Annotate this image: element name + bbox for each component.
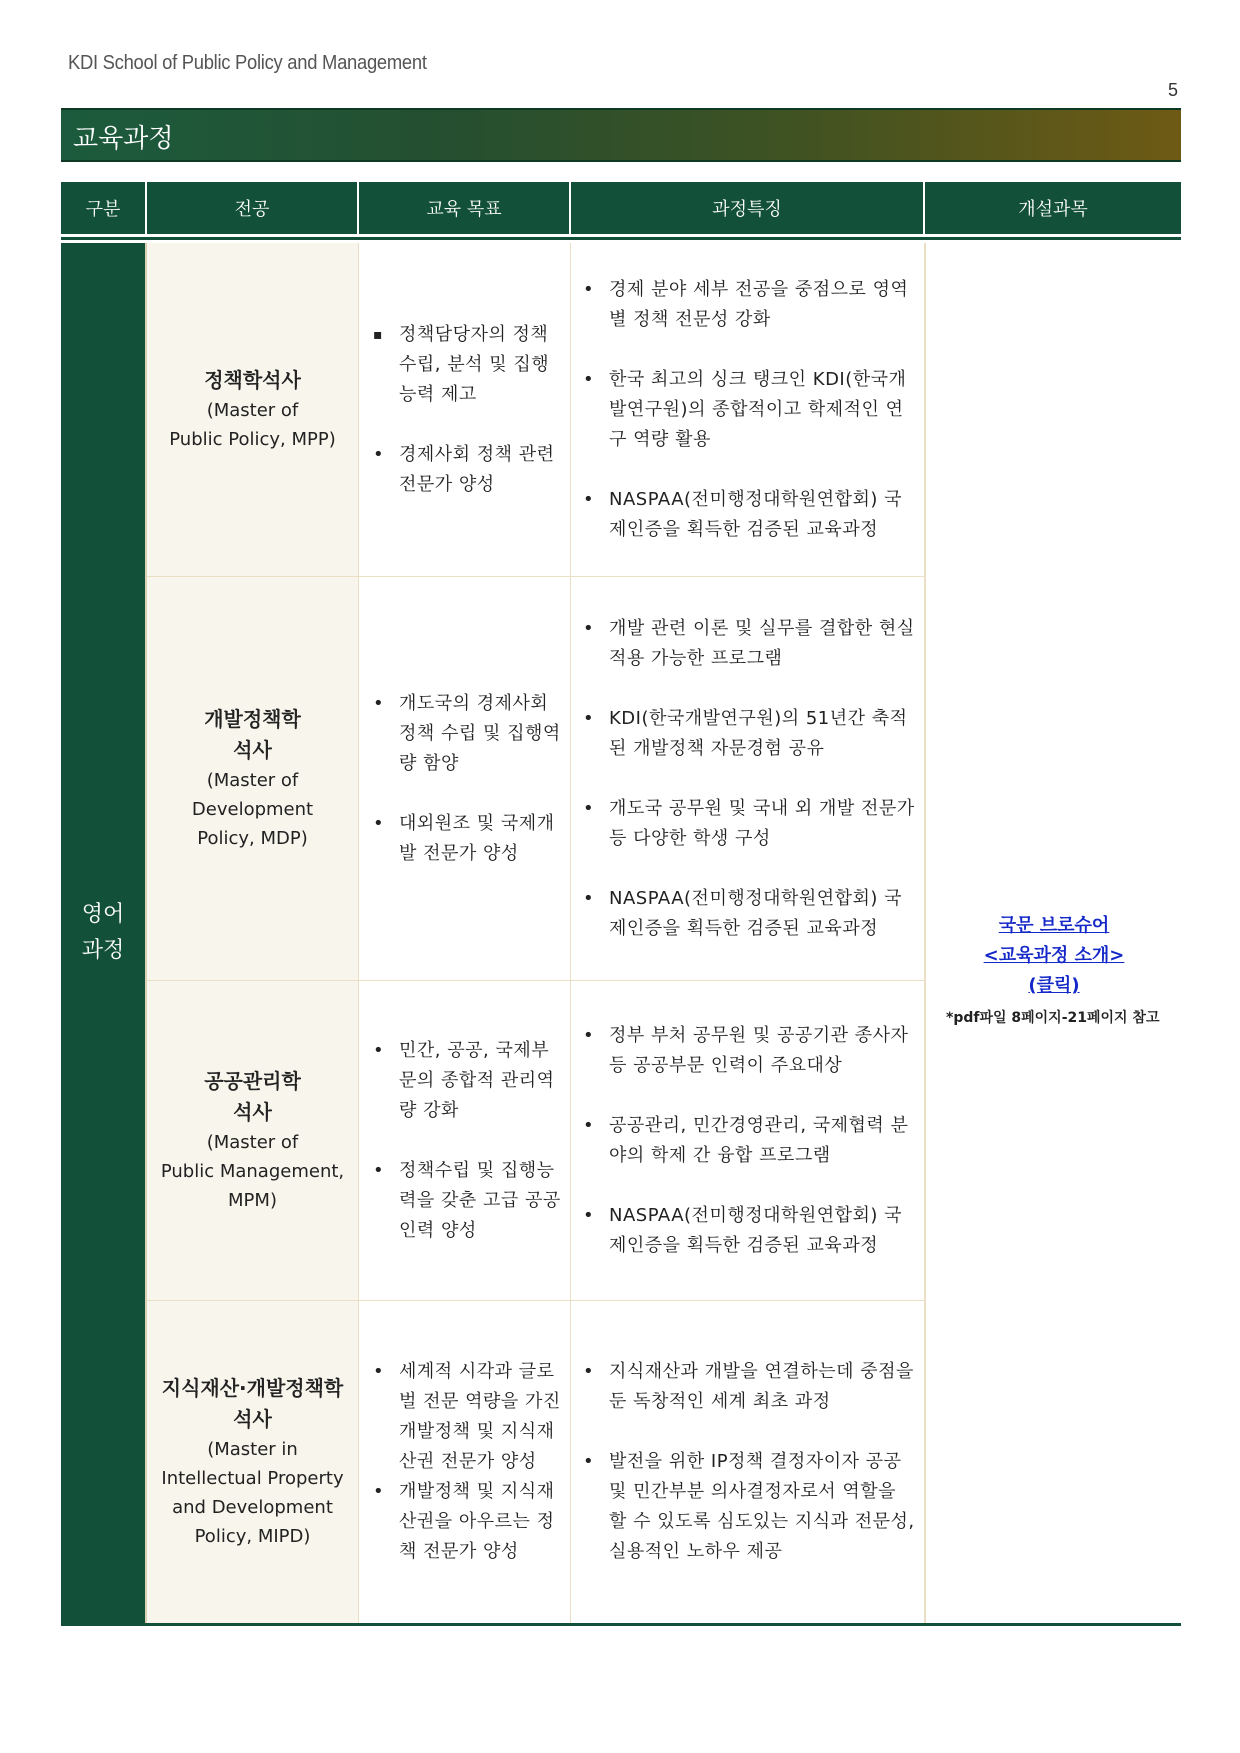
feature-item: • 경제 분야 세부 전공을 중점으로 영역별 정책 전문성 강화: [581, 275, 918, 335]
major-cell: [147, 981, 359, 1300]
major-name: 정책학석사: [204, 368, 301, 392]
organization-name: KDI School of Public Policy and Management: [68, 52, 427, 74]
courses-cell: [925, 243, 1181, 1623]
features-cell: [571, 1301, 925, 1623]
major-name: 개발정책학: [204, 707, 301, 731]
major-name: 지식재산·개발정책학: [161, 1376, 344, 1400]
major-english: (Master in: [207, 1439, 298, 1460]
feature-item: • NASPAA(전미행정대학원연합회) 국제인증을 획득한 검증된 교육과정: [581, 485, 918, 545]
major-english: Policy, MDP): [197, 828, 308, 849]
feature-item: • 개발 관련 이론 및 실무를 결합한 현실 적용 가능한 프로그램: [581, 614, 918, 674]
program-rows: [147, 243, 925, 1623]
goals-cell: [359, 577, 571, 980]
feature-item: • 정부 부처 공무원 및 공공기관 종사자 등 공공부문 인력이 주요대상: [581, 1021, 918, 1081]
column-header-features: 과정특징: [571, 182, 925, 234]
section-banner: [61, 108, 1181, 162]
major-cell: [147, 577, 359, 980]
goal-item: • 세계적 시각과 글로벌 전문 역량을 가진 개발정책 및 지식재산권 전문가 양성: [371, 1357, 564, 1477]
goals-cell: [359, 1301, 571, 1623]
major-english: Public Management,: [160, 1161, 345, 1182]
header-divider: [61, 237, 1181, 240]
column-header-courses: 개설과목: [1018, 199, 1088, 220]
major-name: 공공관리학: [204, 1069, 301, 1093]
major-cell: [147, 243, 359, 576]
column-header-major: 전공: [147, 182, 359, 234]
brochure-link[interactable]: [926, 911, 1182, 1001]
major-english: Development: [191, 799, 314, 820]
brochure-link-text[interactable]: 국문 브로슈어: [998, 915, 1110, 936]
category-cell: [61, 243, 147, 1623]
column-header-goals: 교육 목표: [359, 182, 571, 234]
goal-item: • 민간, 공공, 국제부문의 종합적 관리역량 강화: [371, 1036, 564, 1126]
table-row: [147, 243, 925, 577]
goal-item: • 정책수립 및 집행능력을 갖춘 고급 공공 인력 양성: [371, 1156, 564, 1246]
table-row: [147, 577, 925, 981]
table-header: [61, 182, 1181, 237]
major-name: 석사: [233, 738, 272, 762]
table-bottom-rule: [61, 1623, 1181, 1626]
major-english: Policy, MIPD): [194, 1526, 311, 1547]
feature-item: • 지식재산과 개발을 연결하는데 중점을 둔 독창적인 세계 최초 과정: [581, 1357, 918, 1417]
goal-item: • 개발정책 및 지식재산권을 아우르는 정책 전문가 양성: [371, 1477, 564, 1567]
column-header-category: 구분: [61, 182, 147, 234]
features-cell: [571, 577, 925, 980]
major-cell: [147, 1301, 359, 1623]
major-english: Public Policy, MPP): [169, 429, 336, 450]
table-row: [147, 1301, 925, 1623]
goals-cell: [359, 981, 571, 1300]
major-english: MPM): [228, 1190, 277, 1211]
major-english: Intellectual Property: [161, 1468, 344, 1489]
major-english: and Development: [172, 1497, 333, 1518]
feature-item: • 개도국 공무원 및 국내 외 개발 전문가 등 다양한 학생 구성: [581, 794, 918, 854]
feature-item: • NASPAA(전미행정대학원연합회) 국제인증을 획득한 검증된 교육과정: [581, 1201, 918, 1261]
curriculum-table: [61, 182, 1181, 1626]
feature-item: • 발전을 위한 IP정책 결정자이자 공공 및 민간부분 의사결정자로서 역할을 할 수 있도록 심도있는 지식과 전문성, 실용적인 노하우 제공: [581, 1447, 918, 1567]
goal-item: • 개도국의 경제사회정책 수립 및 집행역량 함양: [371, 689, 564, 779]
brochure-link-text[interactable]: <교육과정 소개>: [983, 945, 1125, 966]
major-english: (Master of: [206, 1132, 299, 1153]
feature-item: • NASPAA(전미행정대학원연합회) 국제인증을 획득한 검증된 교육과정: [581, 884, 918, 944]
brochure-note: *pdf파일 8페이지-21페이지 참고: [946, 1010, 1160, 1026]
category-label-line: 영어: [81, 902, 125, 927]
major-english: (Master of: [206, 400, 299, 421]
major-name: 석사: [233, 1100, 272, 1124]
goal-item: • 대외원조 및 국제개발 전문가 양성: [371, 809, 564, 869]
table-row: [147, 981, 925, 1301]
table-body: [61, 243, 1181, 1623]
goal-item: ▪ 정책담당자의 정책수립, 분석 및 집행능력 제고: [371, 320, 564, 410]
feature-item: • 공공관리, 민간경영관리, 국제협력 분야의 학제 간 융합 프로그램: [581, 1111, 918, 1171]
brochure-link-text[interactable]: (클릭): [1028, 975, 1080, 996]
section-title: 교육과정: [73, 124, 174, 154]
goals-cell: [359, 243, 571, 576]
feature-item: • KDI(한국개발연구원)의 51년간 축적된 개발정책 자문경험 공유: [581, 704, 918, 764]
category-label-line: 과정: [81, 938, 125, 963]
major-name: 석사: [233, 1407, 272, 1431]
features-cell: [571, 243, 925, 576]
page-number: 5: [1167, 80, 1178, 100]
features-cell: [571, 981, 925, 1300]
major-english: (Master of: [206, 770, 299, 791]
category-label: [78, 897, 128, 969]
goal-item: • 경제사회 정책 관련 전문가 양성: [371, 440, 564, 500]
feature-item: • 한국 최고의 싱크 탱크인 KDI(한국개발연구원)의 종합적이고 학제적인 연구 역량 활용: [581, 365, 918, 455]
